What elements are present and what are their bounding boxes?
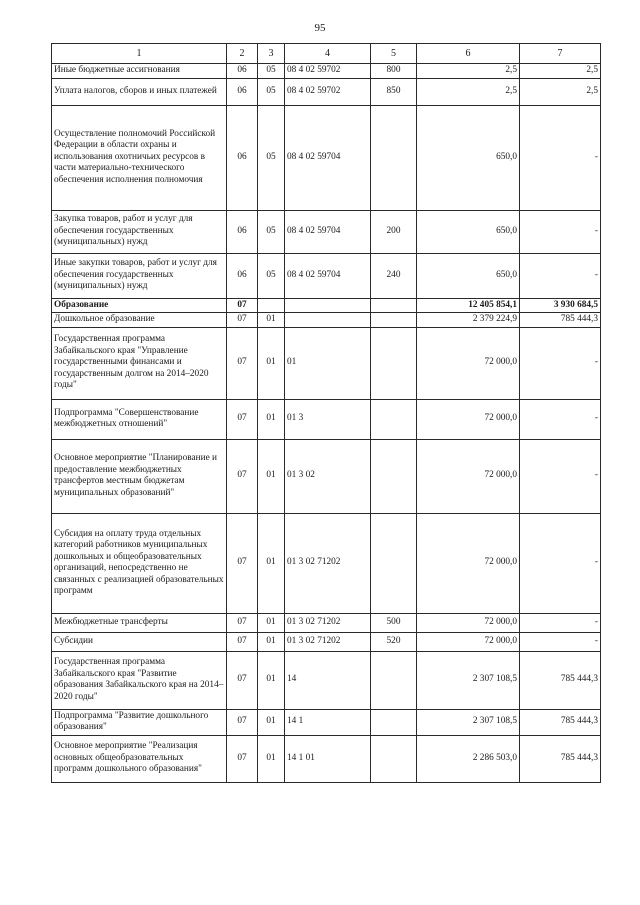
row-section-cell: 07 <box>227 632 258 651</box>
row-amount-federal-cell: - <box>520 327 601 399</box>
row-target-item-cell: 14 1 01 <box>285 735 371 782</box>
row-amount-federal-cell: - <box>520 613 601 632</box>
row-name-cell: Основное мероприятие "Реализация основных общеобразовательных программ дошкольного образования" <box>52 735 227 782</box>
row-expense-type-cell: 500 <box>371 613 417 632</box>
table-header-row <box>52 44 601 64</box>
row-expense-type-cell <box>371 513 417 613</box>
row-name-cell: Иные закупки товаров, работ и услуг для обеспечения государственных (муниципальных) нужд <box>52 253 227 298</box>
row-amount-total-cell: 2 307 108,5 <box>417 709 520 735</box>
row-amount-total-cell: 12 405 854,1 <box>417 298 520 313</box>
row-expense-type-cell <box>371 298 417 313</box>
row-target-item-cell: 01 <box>285 327 371 399</box>
row-amount-federal-cell: - <box>520 513 601 613</box>
row-amount-federal-cell: - <box>520 399 601 439</box>
row-name-cell: Субсидия на оплату труда отдельных категорий работников муниципальных дошкольных и общеобразовательных организаций, непосредственно не связанных с реализацией образовательных программ <box>52 513 227 613</box>
row-name-cell: Субсидии <box>52 632 227 651</box>
row-subsection-cell: 05 <box>258 64 285 79</box>
row-subsection-cell: 01 <box>258 735 285 782</box>
row-name-cell: Основное мероприятие "Планирование и предоставление межбюджетных трансфертов местным бюджетам муниципальных образований" <box>52 439 227 513</box>
header-cell-name: 1 <box>52 44 227 64</box>
row-name-cell: Дошкольное образование <box>52 313 227 328</box>
row-subsection-cell: 05 <box>258 78 285 105</box>
row-expense-type-cell: 240 <box>371 253 417 298</box>
header-cell-expense-type: 5 <box>371 44 417 64</box>
row-amount-federal-cell: - <box>520 105 601 210</box>
table-row <box>52 632 601 651</box>
row-amount-total-cell: 2 307 108,5 <box>417 651 520 709</box>
row-amount-total-cell: 650,0 <box>417 105 520 210</box>
row-amount-federal-cell: 3 930 684,5 <box>520 298 601 313</box>
row-target-item-cell: 01 3 02 71202 <box>285 632 371 651</box>
table-row <box>52 210 601 253</box>
row-amount-total-cell: 72 000,0 <box>417 327 520 399</box>
row-name-cell: Межбюджетные трансферты <box>52 613 227 632</box>
row-target-item-cell: 08 4 02 59702 <box>285 64 371 79</box>
row-amount-federal-cell: - <box>520 439 601 513</box>
header-cell-subsection: 3 <box>258 44 285 64</box>
table-row <box>52 313 601 328</box>
row-name-cell: Подпрограмма "Развитие дошкольного образования" <box>52 709 227 735</box>
table-row <box>52 253 601 298</box>
table-row <box>52 298 601 313</box>
page-number: 95 <box>314 22 326 34</box>
row-subsection-cell: 01 <box>258 709 285 735</box>
budget-table <box>51 43 601 783</box>
row-name-cell: Образование <box>52 298 227 313</box>
row-amount-total-cell: 72 000,0 <box>417 613 520 632</box>
row-expense-type-cell: 200 <box>371 210 417 253</box>
row-amount-federal-cell: 785 444,3 <box>520 709 601 735</box>
row-amount-total-cell: 650,0 <box>417 253 520 298</box>
row-subsection-cell: 01 <box>258 399 285 439</box>
row-expense-type-cell <box>371 313 417 328</box>
row-subsection-cell <box>258 298 285 313</box>
row-amount-federal-cell: - <box>520 632 601 651</box>
row-name-cell: Государственная программа Забайкальского края "Управление государственными финансами и государственным долгом на 2014–2020 годы" <box>52 327 227 399</box>
table-row <box>52 613 601 632</box>
row-target-item-cell <box>285 313 371 328</box>
row-section-cell: 07 <box>227 439 258 513</box>
row-expense-type-cell <box>371 327 417 399</box>
row-amount-total-cell: 72 000,0 <box>417 513 520 613</box>
row-name-cell: Уплата налогов, сборов и иных платежей <box>52 78 227 105</box>
row-amount-total-cell: 72 000,0 <box>417 439 520 513</box>
row-expense-type-cell: 800 <box>371 64 417 79</box>
row-target-item-cell: 01 3 02 71202 <box>285 513 371 613</box>
row-subsection-cell: 01 <box>258 439 285 513</box>
row-section-cell: 06 <box>227 210 258 253</box>
row-amount-total-cell: 650,0 <box>417 210 520 253</box>
row-section-cell: 07 <box>227 513 258 613</box>
row-section-cell: 07 <box>227 298 258 313</box>
row-amount-federal-cell: - <box>520 210 601 253</box>
row-target-item-cell: 01 3 02 <box>285 439 371 513</box>
row-subsection-cell: 01 <box>258 313 285 328</box>
row-expense-type-cell <box>371 735 417 782</box>
header-cell-amount-federal: 7 <box>520 44 601 64</box>
row-amount-federal-cell: 785 444,3 <box>520 313 601 328</box>
row-expense-type-cell <box>371 439 417 513</box>
table-row <box>52 513 601 613</box>
row-section-cell: 06 <box>227 253 258 298</box>
row-subsection-cell: 05 <box>258 253 285 298</box>
row-name-cell: Осуществление полномочий Российской Федерации в области охраны и использования охотничьих ресурсов в части материально-технического обеспечения исполнения полномочия <box>52 105 227 210</box>
row-amount-total-cell: 2 286 503,0 <box>417 735 520 782</box>
row-section-cell: 07 <box>227 651 258 709</box>
row-expense-type-cell <box>371 651 417 709</box>
row-amount-total-cell: 2,5 <box>417 78 520 105</box>
table-row <box>52 709 601 735</box>
row-subsection-cell: 01 <box>258 327 285 399</box>
row-section-cell: 06 <box>227 78 258 105</box>
row-target-item-cell: 14 <box>285 651 371 709</box>
row-target-item-cell: 08 4 02 59704 <box>285 253 371 298</box>
row-section-cell: 07 <box>227 709 258 735</box>
row-target-item-cell: 08 4 02 59704 <box>285 105 371 210</box>
row-amount-federal-cell: 785 444,3 <box>520 735 601 782</box>
table-row <box>52 399 601 439</box>
table-row <box>52 439 601 513</box>
row-name-cell: Закупка товаров, работ и услуг для обеспечения государственных (муниципальных) нужд <box>52 210 227 253</box>
row-amount-federal-cell: 2,5 <box>520 64 601 79</box>
row-section-cell: 06 <box>227 105 258 210</box>
row-section-cell: 06 <box>227 64 258 79</box>
row-subsection-cell: 01 <box>258 632 285 651</box>
row-amount-federal-cell: - <box>520 253 601 298</box>
row-amount-federal-cell: 785 444,3 <box>520 651 601 709</box>
row-expense-type-cell: 850 <box>371 78 417 105</box>
table-row <box>52 651 601 709</box>
row-target-item-cell <box>285 298 371 313</box>
row-target-item-cell: 01 3 <box>285 399 371 439</box>
table-row <box>52 78 601 105</box>
table-row <box>52 64 601 79</box>
row-expense-type-cell <box>371 709 417 735</box>
row-section-cell: 07 <box>227 327 258 399</box>
header-cell-amount-total: 6 <box>417 44 520 64</box>
row-subsection-cell: 01 <box>258 513 285 613</box>
row-amount-total-cell: 72 000,0 <box>417 399 520 439</box>
row-target-item-cell: 01 3 02 71202 <box>285 613 371 632</box>
row-subsection-cell: 01 <box>258 613 285 632</box>
row-name-cell: Подпрограмма "Совершенствование межбюджетных отношений" <box>52 399 227 439</box>
row-amount-federal-cell: 2,5 <box>520 78 601 105</box>
row-target-item-cell: 14 1 <box>285 709 371 735</box>
table-row <box>52 327 601 399</box>
row-amount-total-cell: 2,5 <box>417 64 520 79</box>
header-cell-section: 2 <box>227 44 258 64</box>
row-section-cell: 07 <box>227 313 258 328</box>
header-cell-target-item: 4 <box>285 44 371 64</box>
row-expense-type-cell <box>371 399 417 439</box>
row-expense-type-cell <box>371 105 417 210</box>
row-section-cell: 07 <box>227 735 258 782</box>
row-name-cell: Государственная программа Забайкальского края "Развитие образования Забайкальского края на 2014–2020 годы" <box>52 651 227 709</box>
table-row <box>52 735 601 782</box>
row-subsection-cell: 05 <box>258 210 285 253</box>
row-section-cell: 07 <box>227 613 258 632</box>
row-name-cell: Иные бюджетные ассигнования <box>52 64 227 79</box>
row-amount-total-cell: 2 379 224,9 <box>417 313 520 328</box>
row-expense-type-cell: 520 <box>371 632 417 651</box>
row-subsection-cell: 01 <box>258 651 285 709</box>
row-amount-total-cell: 72 000,0 <box>417 632 520 651</box>
row-subsection-cell: 05 <box>258 105 285 210</box>
row-section-cell: 07 <box>227 399 258 439</box>
row-target-item-cell: 08 4 02 59702 <box>285 78 371 105</box>
row-target-item-cell: 08 4 02 59704 <box>285 210 371 253</box>
table-row <box>52 105 601 210</box>
